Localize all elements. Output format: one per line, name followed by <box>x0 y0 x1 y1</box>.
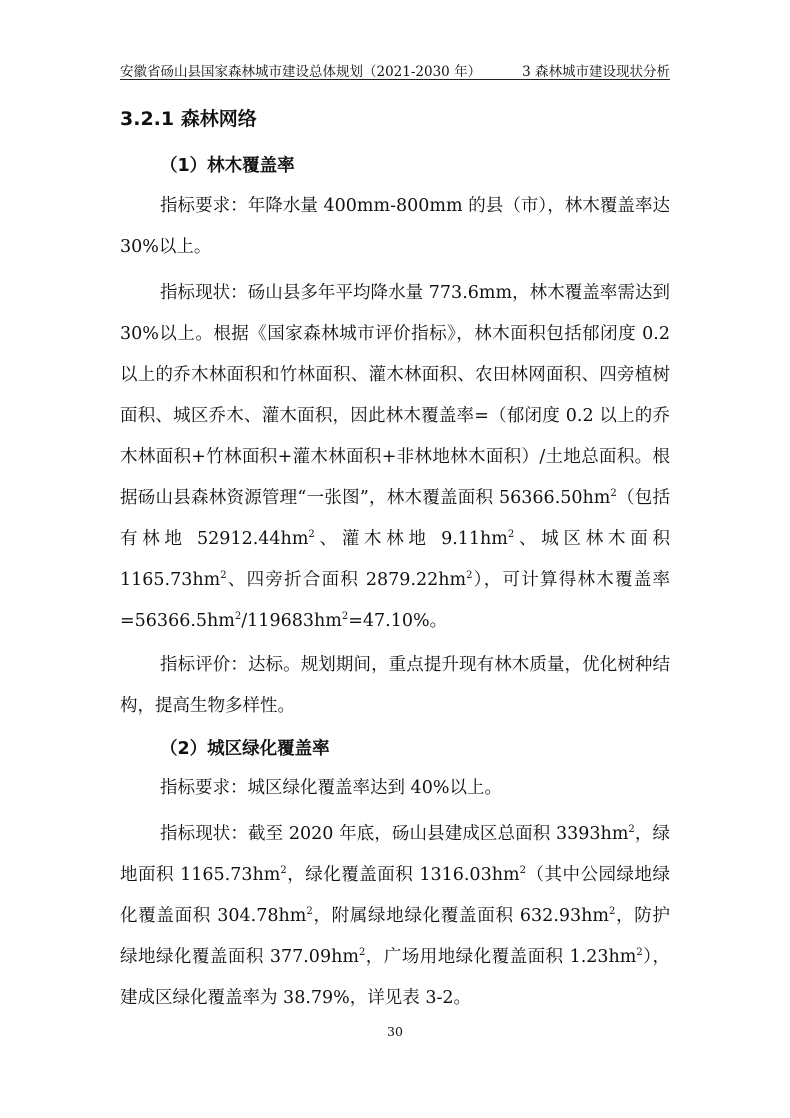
paragraph-evaluation-1: 指标评价：达标。规划期间，重点提升现有林木质量，优化树种结构，提高生物多样性。 <box>120 655 670 716</box>
superscript: 2 <box>341 611 349 622</box>
paragraph-status-1 <box>120 273 670 642</box>
text-run: ，附属绿地绿化覆盖面积 632.93hm <box>312 906 610 926</box>
superscript: 2 <box>358 947 366 958</box>
text-run: =47.10%。 <box>348 611 448 631</box>
superscript: 2 <box>466 570 473 581</box>
paragraph-status-2 <box>120 814 670 1019</box>
text-run: 、城区林木面积 1165.73hm <box>120 529 670 590</box>
text-run: 、灌木林地 9.11hm <box>314 529 508 549</box>
header-document-title: 安徽省砀山县国家森林城市建设总体规划（2021-2030 年） <box>120 64 482 80</box>
text-run: ），建成区绿化覆盖率为 38.79%，详见表 3-2。 <box>120 947 670 1008</box>
text-run: 指标现状：砀山县多年平均降水量 773.6mm，林木覆盖率需达到 30%以上。根据《国家森林城市评价指标》，林木面积包括郁闭度 0.2 以上的乔木林面积和竹林面积、灌木林面积、农田林网面积、四旁植树面积、城区乔木、灌木面积，因此林木覆盖率=（郁闭度 0.2 以上的乔木林面积+竹林面积+灌木林面积+非林地林木面积）/土地总面积。根据砀山县森林资源管理“一张图”，林木覆盖面积 56366.50hm <box>120 283 670 508</box>
running-header <box>120 60 670 80</box>
superscript: 2 <box>507 529 515 540</box>
text-run: （包括有林地 52912.44hm <box>120 488 670 549</box>
text-run: ，防护绿地绿化覆盖面积 377.09hm <box>120 906 670 967</box>
superscript: 2 <box>609 906 616 917</box>
superscript: 2 <box>636 947 643 958</box>
text-run: （其中公园绿地绿化覆盖面积 304.78hm <box>120 865 671 926</box>
superscript: 2 <box>610 488 617 499</box>
superscript: 2 <box>234 611 242 622</box>
superscript: 2 <box>220 570 227 581</box>
text-run: ），可计算得林木覆盖率=56366.5hm <box>120 570 670 631</box>
text-run: 、四旁折合面积 2879.22hm <box>226 570 467 590</box>
text-run: ，绿地面积 1165.73hm <box>120 824 671 885</box>
text-run: ，绿化覆盖面积 1316.03hm <box>286 865 520 885</box>
subheading-urban-green-coverage: （2）城区绿化覆盖率 <box>160 739 330 759</box>
superscript: 2 <box>308 529 315 540</box>
superscript: 2 <box>306 906 313 917</box>
section-title: 3.2.1 森林网络 <box>120 108 257 130</box>
paragraph-requirement-1: 指标要求：年降水量 400mm-800mm 的县（市），林木覆盖率达30%以上。 <box>120 196 670 257</box>
superscript: 2 <box>280 865 287 876</box>
subheading-forest-coverage: （1）林木覆盖率 <box>160 156 295 176</box>
header-chapter-title: 3 森林城市建设现状分析 <box>522 64 670 80</box>
page-number: 30 <box>387 1024 403 1039</box>
text-run: /119683hm <box>241 611 342 631</box>
superscript: 2 <box>628 824 635 835</box>
superscript: 2 <box>519 865 526 876</box>
text-run: 指标现状：截至 2020 年底，砀山县建成区总面积 3393hm <box>160 824 629 844</box>
paragraph-requirement-2: 指标要求：城区绿化覆盖率达到 40%以上。 <box>160 778 502 798</box>
text-run: ，广场用地绿化覆盖面积 1.23hm <box>365 947 637 967</box>
